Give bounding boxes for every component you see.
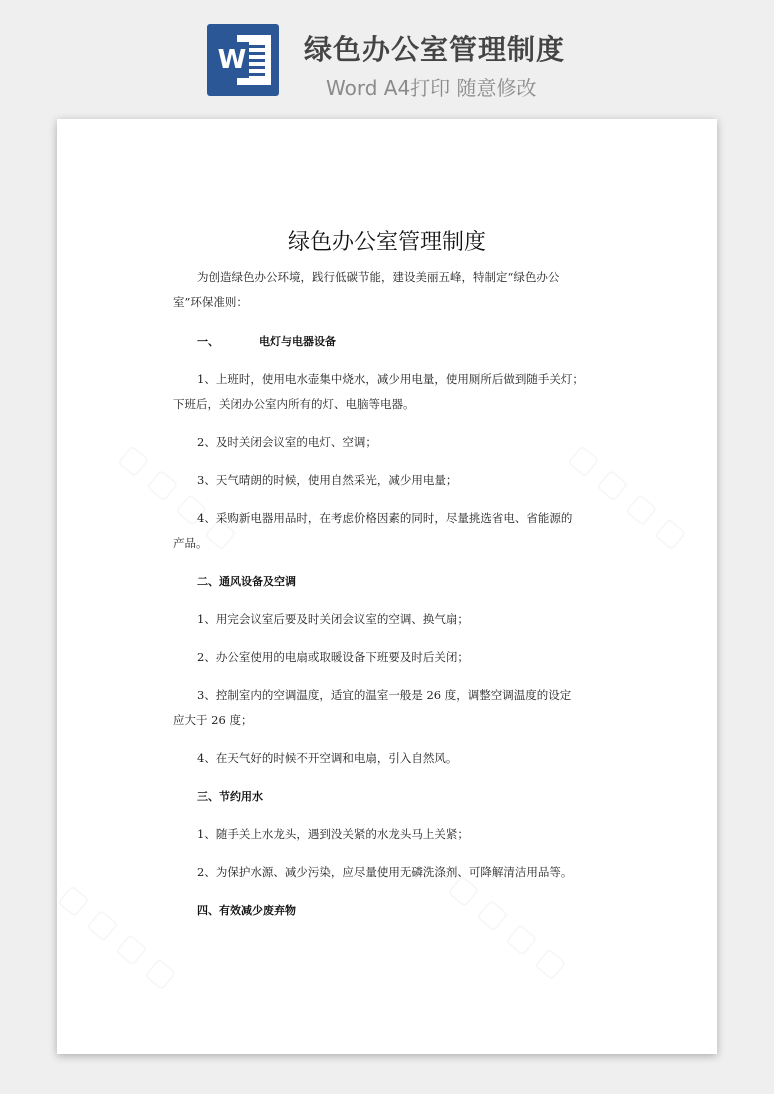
watermark-shape: [57, 877, 184, 995]
s1-item-3: 3、天气晴朗的时候，使用自然采光，减少用电量；: [197, 473, 458, 487]
s2-item-3-line-1: 3、控制室内的空调温度，适宜的温室一般是 26 度，调整空调温度的设定: [197, 688, 572, 702]
intro-line-1: 为创造绿色办公环境，践行低碳节能，建设美丽五峰，特制定“绿色办公: [197, 270, 560, 284]
section-1-heading: [173, 329, 603, 354]
banner: [0, 0, 774, 112]
s1-item-1-line-1: 1、上班时，使用电水壶集中烧水，减少用电量，使用厕所后做到随手关灯；: [197, 372, 584, 386]
section-2-heading: 二、通风设备及空调: [197, 575, 296, 588]
banner-title: 绿色办公室管理制度: [304, 33, 566, 66]
s3-item-2: 2、为保护水源、减少污染，应尽量使用无磷洗涤剂、可降解清洁用品等。: [197, 865, 573, 879]
document-body: [173, 265, 603, 923]
word-document-icon: [207, 24, 279, 96]
s2-item-4: 4、在天气好的时候不开空调和电扇，引入自然风。: [197, 751, 458, 765]
word-icon-letter: W: [215, 42, 249, 78]
s3-item-1: 1、随手关上水龙头，遇到没关紧的水龙头马上关紧；: [197, 827, 469, 841]
banner-subtitle: Word A4打印 随意修改: [326, 76, 537, 100]
section-1-number: 一、: [197, 335, 219, 348]
s1-item-1-line-2: 下班后，关闭办公室内所有的灯、电脑等电器。: [173, 397, 415, 411]
document-title: 绿色办公室管理制度: [287, 230, 486, 255]
s1-item-4-line-1: 4、采购新电器用品时，在考虑价格因素的同时，尽量挑选省电、省能源的: [197, 511, 573, 525]
document-page: [57, 119, 717, 1054]
section-4-heading: 四、有效减少废弃物: [197, 904, 296, 917]
s2-item-1: 1、用完会议室后要及时关闭会议室的空调、换气扇；: [197, 612, 469, 626]
s2-item-3-line-2: 应大于 26 度；: [173, 713, 253, 727]
section-3-heading: 三、节约用水: [197, 790, 263, 803]
intro-line-2: 室”环保准则：: [173, 295, 248, 309]
s2-item-2: 2、办公室使用的电扇或取暖设备下班要及时后关闭；: [197, 650, 469, 664]
s1-item-4-line-2: 产品。: [173, 536, 208, 550]
s1-item-2: 2、及时关闭会议室的电灯、空调；: [197, 435, 377, 449]
section-1-title: 电灯与电器设备: [259, 335, 336, 348]
